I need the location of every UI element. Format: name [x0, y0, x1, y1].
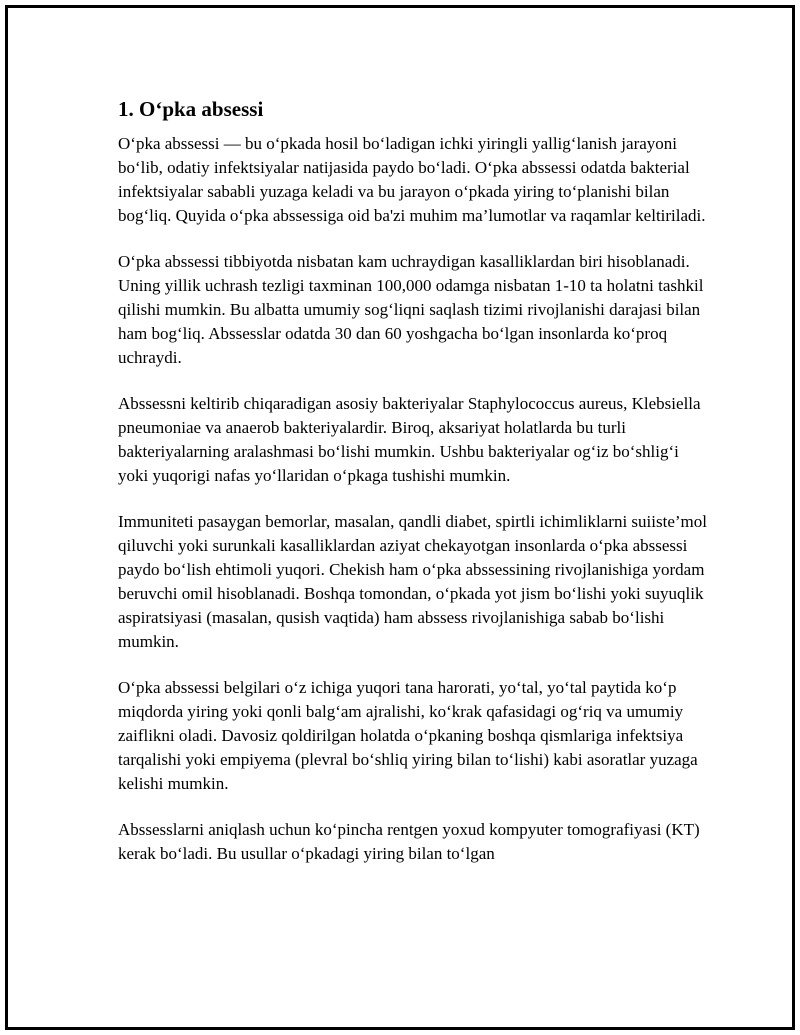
section-heading: 1. O‘pka absessi — [118, 97, 264, 121]
paragraph-4: Immuniteti pasaygan bemorlar, masalan, qandli diabet, spirtli ichimliklarni suiiste’mol qiluvchi yoki surunkali kasalliklardan aziyat chekayotgan insonlarda o‘pka abssessi paydo bo‘lish ehtimoli yuqori. Chekish ham o‘pka abssessining rivojlanishiga yordam beruvchi omil hisoblanadi. Boshqa tomondan, o‘pkada yot jism bo‘lishi yoki suyuqlik aspiratsiyasi (masalan, qusish vaqtida) ham abssess rivojlanishiga sabab bo‘lishi mumkin. — [118, 512, 707, 651]
paragraph-1: O‘pka abssessi — bu o‘pkada hosil bo‘ladigan ichki yiringli yallig‘lanish jarayoni bo‘lib, odatiy infektsiyalar natijasida paydo bo‘ladi. O‘pka abssessi odatda bakterial infektsiyalar sababli yuzaga keladi va bu jarayon o‘pkada yiring to‘planishi bilan bog‘liq. Quyida o‘pka abssessiga oid ba'zi muhim ma’lumotlar va raqamlar keltiriladi. — [118, 134, 706, 225]
paragraph-6: Abssesslarni aniqlash uchun ko‘pincha rentgen yoxud kompyuter tomografiyasi (KT) kerak bo‘ladi. Bu usullar o‘pkadagi yiring bilan to‘lgan — [118, 820, 700, 863]
document-body — [118, 94, 708, 888]
paragraph-3: Abssessni keltirib chiqaradigan asosiy bakteriyalar Staphylococcus aureus, Klebsiella pneumoniae va anaerob bakteriyalardir. Biroq, aksariyat holatlarda bu turli bakteriyalarning aralashmasi bo‘lishi mumkin. Ushbu bakteriyalar og‘iz bo‘shlig‘i yoki yuqorigi nafas yo‘llaridan o‘pkaga tushishi mumkin. — [118, 394, 701, 485]
paragraph-2: O‘pka abssessi tibbiyotda nisbatan kam uchraydigan kasalliklardan biri hisoblanadi. Uning yillik uchrash tezligi taxminan 100,000 odamga nisbatan 1-10 ta holatni tashkil qilishi mumkin. Bu albatta umumiy sog‘liqni saqlash tizimi rivojlanishi darajasi bilan ham bog‘liq. Abssesslar odatda 30 dan 60 yoshgacha bo‘lgan insonlarda ko‘proq uchraydi. — [118, 252, 704, 367]
paragraph-5: O‘pka abssessi belgilari o‘z ichiga yuqori tana harorati, yo‘tal, yo‘tal paytida ko‘p miqdorda yiring yoki qonli balg‘am ajralishi, ko‘krak qafasidagi og‘riq va umumiy zaiflikni oladi. Davosiz qoldirilgan holatda o‘pkaning boshqa qismlariga infektsiya tarqalishi yoki empiyema (plevral bo‘shliq yiring bilan to‘lishi) kabi asoratlar yuzaga kelishi mumkin. — [118, 678, 698, 793]
document-page — [5, 5, 795, 1030]
